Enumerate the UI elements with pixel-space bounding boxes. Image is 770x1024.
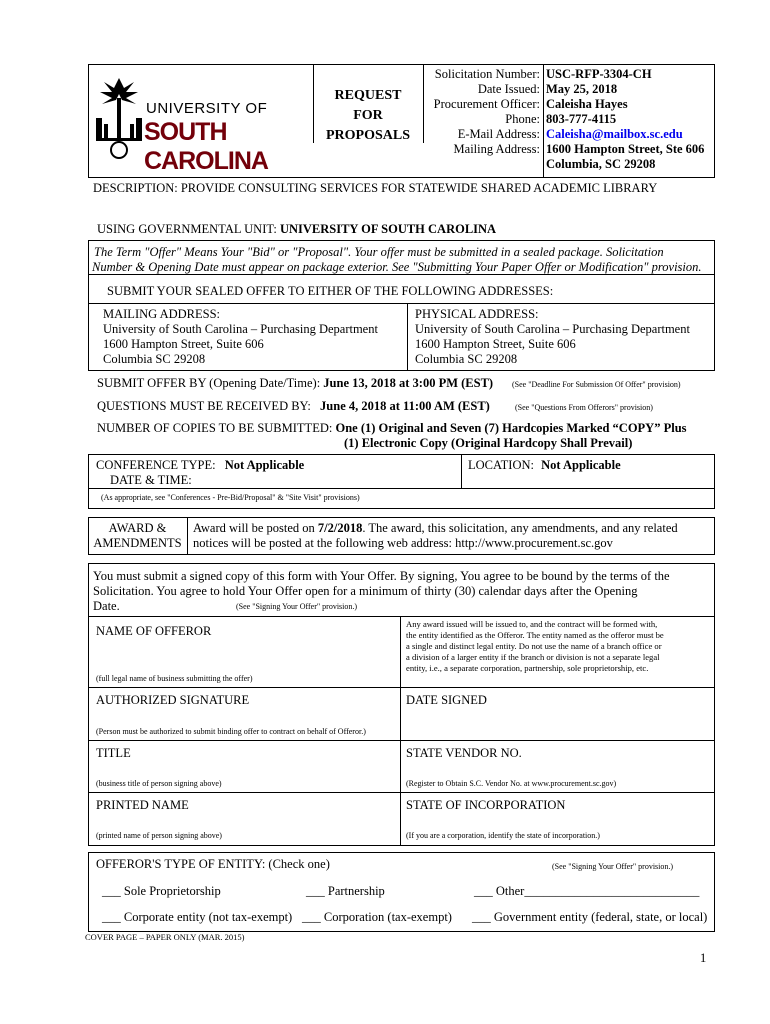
- submit-offer-by: [97, 376, 493, 391]
- governmental-unit-label: USING GOVERNMENTAL UNIT:: [97, 222, 277, 236]
- mailing-address-line2: Columbia, SC 29208: [546, 157, 656, 171]
- award-date: 7/2/2018: [317, 521, 363, 535]
- mailing-address-line: Columbia SC 29208: [103, 352, 206, 366]
- questions-provision-note: (See "Questions From Offerors" provision): [515, 403, 653, 412]
- mailing-address-line: 1600 Hampton Street, Suite 606: [103, 337, 264, 351]
- grid-hline-2: [88, 687, 715, 688]
- conference-location: [468, 458, 621, 473]
- entity-type-heading: OFFEROR'S TYPE OF ENTITY: (Check one): [96, 857, 330, 871]
- rfp-title-line1: REQUEST: [334, 88, 402, 103]
- physical-address-block: [415, 307, 690, 367]
- page-number: 1: [700, 951, 707, 965]
- questions-date: June 4, 2018 at 11:00 AM (EST): [320, 399, 490, 413]
- opening-date: June 13, 2018 at 3:00 PM (EST): [323, 376, 494, 390]
- award-entity-line: a single and distinct legal entity. Do not use the name of a branch office or: [406, 641, 662, 651]
- usc-logo: [92, 72, 308, 175]
- sign-notice: [93, 569, 670, 614]
- award-divider: [187, 517, 188, 555]
- offer-note-line2: Number & Opening Date must appear on package exterior. See "Submitting Your Paper Offer or Modification" provision.: [92, 260, 702, 274]
- palmetto-tree-icon: [94, 72, 144, 162]
- copies-value-line1: One (1) Original and Seven (7) Hardcopies Marked “COPY” Plus: [335, 421, 687, 435]
- grid-hline-3: [88, 740, 715, 741]
- questions-deadline-label: QUESTIONS MUST BE RECEIVED BY:: [97, 399, 311, 413]
- award-text-part: Award will be posted on: [193, 521, 318, 535]
- printed-name-label: PRINTED NAME: [96, 798, 189, 812]
- header-label: Date Issued:: [477, 82, 540, 96]
- physical-address-line: University of South Carolina – Purchasing Department: [415, 322, 690, 336]
- grid-vline: [400, 616, 401, 846]
- conference-hline: [88, 488, 715, 489]
- entity-type-note: (See "Signing Your Offer" provision.): [552, 862, 674, 871]
- grid-hline-1: [88, 616, 715, 617]
- header-label: Mailing Address:: [453, 142, 540, 156]
- sign-notice-line1: You must submit a signed copy of this form with Your Offer. By signing, You agree to be bound by the terms of the: [93, 569, 670, 583]
- partnership-option[interactable]: ___ Partnership: [306, 884, 385, 898]
- award-entity-text: [406, 619, 664, 674]
- award-entity-line: entity, i.e., a separate corporation, partnership, sole proprietorship, etc.: [406, 663, 649, 673]
- header-field-values: [546, 67, 714, 172]
- procurement-officer: Caleisha Hayes: [546, 97, 628, 111]
- email-link[interactable]: Caleisha@mailbox.sc.edu: [546, 127, 683, 141]
- corporate-not-exempt-option[interactable]: ___ Corporate entity (not tax-exempt): [102, 910, 293, 924]
- addresses-divider: [407, 303, 408, 371]
- authorized-signature-label: AUTHORIZED SIGNATURE: [96, 693, 250, 707]
- conference-type-value: Not Applicable: [224, 458, 305, 472]
- header-label: Procurement Officer:: [433, 97, 540, 111]
- sign-notice-line3: Date.: [93, 599, 120, 613]
- authorized-signature-note: (Person must be authorized to submit binding offer to contract on behalf of Offeror.): [96, 727, 366, 736]
- conference-type-label: CONFERENCE TYPE:: [96, 458, 216, 472]
- rfp-title: [313, 86, 423, 146]
- conference-type: [96, 458, 304, 488]
- location-value: Not Applicable: [541, 458, 621, 472]
- mailing-address-heading: MAILING ADDRESS:: [103, 307, 221, 321]
- physical-address-line: 1600 Hampton Street, Suite 606: [415, 337, 576, 351]
- logo-university-of: UNIVERSITY OF: [146, 100, 268, 117]
- award-label-line2: AMENDMENTS: [93, 536, 182, 550]
- award-entity-line: Any award issued will be issued to, and the contract will be formed with,: [406, 619, 658, 629]
- state-vendor-note: (Register to Obtain S.C. Vendor No. at www.procurement.sc.gov): [406, 779, 617, 788]
- sign-notice-provision: (See "Signing Your Offer" provision.): [236, 602, 358, 611]
- mailing-address-block: [103, 307, 378, 367]
- deadline-provision-note: (See "Deadline For Submission Of Offer" provision): [512, 380, 681, 389]
- conference-datetime-label: DATE & TIME:: [110, 473, 192, 487]
- printed-name-note: (printed name of person signing above): [96, 831, 222, 840]
- header-label: Phone:: [505, 112, 540, 126]
- award-label-line1: AWARD &: [108, 521, 167, 535]
- state-incorporation-note: (If you are a corporation, identify the state of incorporation.): [406, 831, 600, 840]
- name-of-offeror-label: NAME OF OFFEROR: [96, 624, 212, 638]
- state-incorporation-label: STATE OF INCORPORATION: [406, 798, 566, 812]
- sole-proprietorship-option[interactable]: ___ Sole Proprietorship: [102, 884, 221, 898]
- award-text-line2: notices will be posted at the following web address: http://www.procurement.sc.gov: [193, 536, 613, 550]
- offer-note-line1: The Term "Offer" Means Your "Bid" or "Proposal". Your offer must be submitted in a sealed package. Solicitation: [94, 245, 664, 259]
- submit-offer-by-label: SUBMIT OFFER BY (Opening Date/Time):: [97, 376, 321, 390]
- governmental-unit: [97, 222, 496, 237]
- corporation-exempt-option[interactable]: ___ Corporation (tax-exempt): [302, 910, 452, 924]
- award-text: [193, 521, 678, 551]
- other-option[interactable]: ___ Other____________________________: [474, 884, 700, 898]
- questions-deadline: [97, 399, 490, 414]
- solicitation-number: USC-RFP-3304-CH: [546, 67, 652, 81]
- mailing-address-line: University of South Carolina – Purchasing Department: [103, 322, 378, 336]
- name-of-offeror-note: (full legal name of business submitting the offer): [96, 674, 253, 683]
- location-label: LOCATION:: [468, 458, 534, 472]
- physical-address-heading: PHYSICAL ADDRESS:: [415, 307, 539, 321]
- copies-required: [97, 421, 687, 436]
- grid-hline-4: [88, 792, 715, 793]
- state-vendor-label: STATE VENDOR NO.: [406, 746, 522, 760]
- phone-number: 803-777-4115: [546, 112, 617, 126]
- copies-label: NUMBER OF COPIES TO BE SUBMITTED:: [97, 421, 333, 435]
- award-text-part: . The award, this solicitation, any amendments, and any related: [362, 521, 678, 535]
- award-entity-line: a division of a larger entity if the branch or division is not a separate legal: [406, 652, 660, 662]
- government-entity-option[interactable]: ___ Government entity (federal, state, or local): [472, 910, 708, 924]
- description: DESCRIPTION: PROVIDE CONSULTING SERVICES FOR STATEWIDE SHARED ACADEMIC LIBRARY: [93, 181, 658, 195]
- governmental-unit-value: UNIVERSITY OF SOUTH CAROLINA: [279, 222, 497, 236]
- header-divider-3: [543, 64, 544, 178]
- header-label: E-Mail Address:: [457, 127, 540, 141]
- logo-south-carolina: SOUTH CAROLINA: [144, 118, 268, 175]
- mailing-address-line1: 1600 Hampton Street, Ste 606: [546, 142, 705, 156]
- award-entity-line: the entity identified as the Offeror. The entity named as the offeror must be: [406, 630, 664, 640]
- footer-text: COVER PAGE – PAPER ONLY (MAR. 2015): [85, 932, 245, 942]
- header-field-labels: [424, 67, 540, 157]
- conference-divider: [461, 454, 462, 488]
- title-note: (business title of person signing above): [96, 779, 222, 788]
- rfp-title-line2: FOR: [353, 108, 383, 123]
- title-label: TITLE: [96, 746, 131, 760]
- award-label: [88, 521, 187, 551]
- copies-value-line2: (1) Electronic Copy (Original Hardcopy Shall Prevail): [344, 436, 633, 450]
- submit-addresses-heading: SUBMIT YOUR SEALED OFFER TO EITHER OF THE FOLLOWING ADDRESSES:: [107, 284, 554, 298]
- rfp-title-line3: PROPOSALS: [325, 128, 410, 143]
- date-signed-label: DATE SIGNED: [406, 693, 487, 707]
- date-issued: May 25, 2018: [546, 82, 618, 96]
- header-label: Solicitation Number:: [434, 67, 540, 81]
- sign-notice-line2: Solicitation. You agree to hold Your Offer open for a minimum of thirty (30) calendar days after the Opening: [93, 584, 638, 598]
- conference-note: (As appropriate, see "Conferences - Pre-Bid/Proposal" & "Site Visit" provisions): [101, 493, 360, 502]
- physical-address-line: Columbia SC 29208: [415, 352, 518, 366]
